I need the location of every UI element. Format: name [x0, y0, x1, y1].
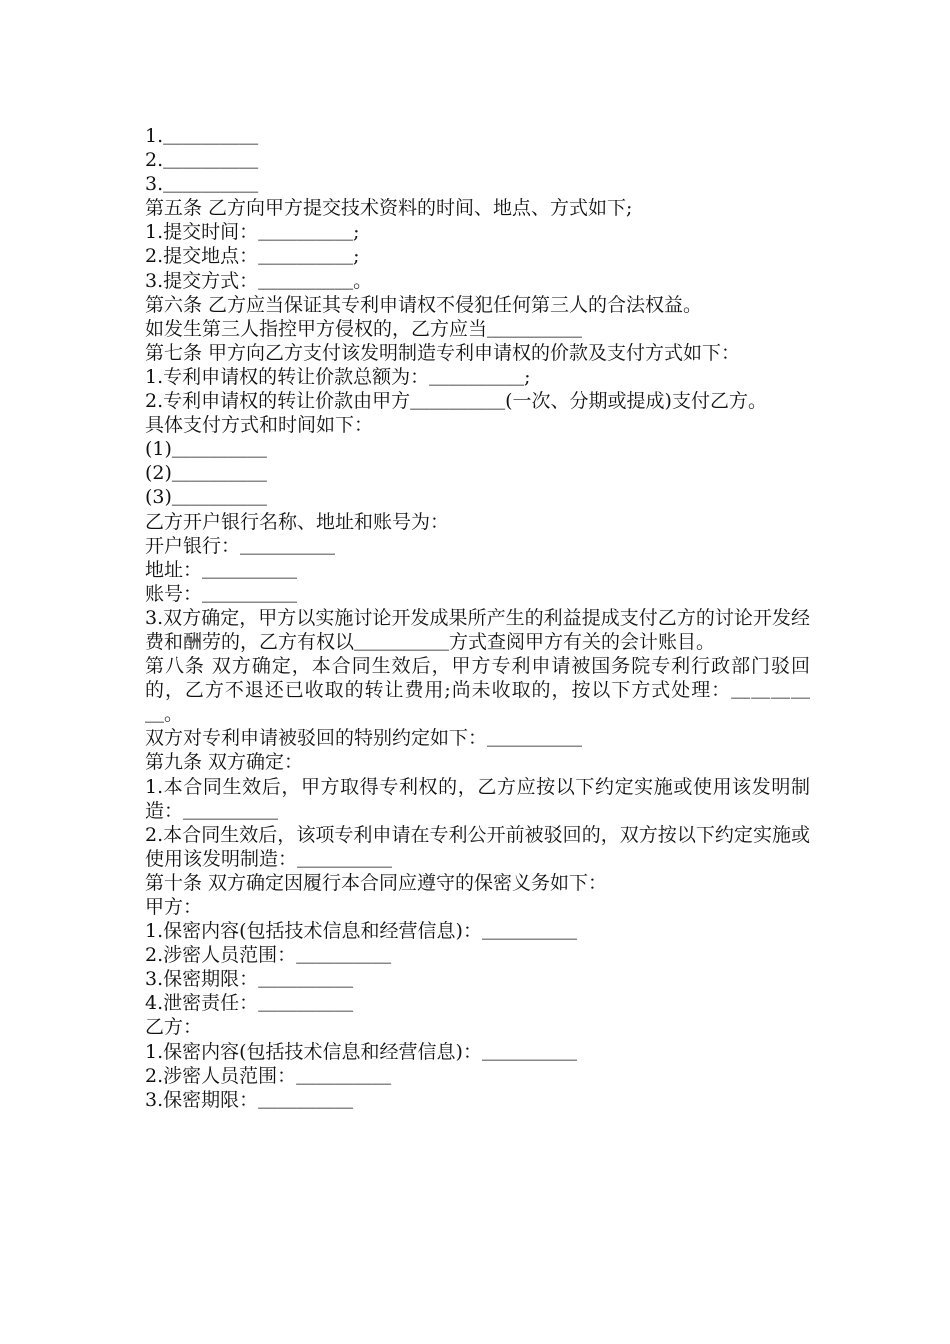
bank-account: 账号：＿＿＿＿＿ [145, 582, 298, 605]
payment-details-heading: 具体支付方式和时间如下： [145, 414, 374, 437]
payment-item-1: (1)＿＿＿＿＿ [145, 438, 267, 461]
article-6-heading: 第六条 乙方应当保证其专利申请权不侵犯任何第三人的合法权益。 [145, 293, 703, 316]
article-8-heading: 第八条 双方确定，本合同生效后，甲方专利申请被国务院专利行政部门驳回的，乙方不退还已收取的转让费用;尚未收取的，按以下方式处理：＿＿＿＿＿。 [145, 655, 810, 726]
article-10-heading: 第十条 双方确定因履行本合同应遵守的保密义务如下： [145, 871, 608, 894]
party-b-confidential-content: 1.保密内容(包括技术信息和经营信息)：＿＿＿＿＿ [145, 1040, 577, 1063]
document-page [145, 124, 810, 1112]
bank-info-heading: 乙方开户银行名称、地址和账号为： [145, 510, 450, 533]
article-5-heading: 第五条 乙方向甲方提交技术资料的时间、地点、方式如下; [145, 197, 633, 220]
payment-item-2: (2)＿＿＿＿＿ [145, 462, 267, 485]
party-b-confidential-period: 3.保密期限：＿＿＿＿＿ [145, 1088, 354, 1111]
patent-rejected-clause: 2.本合同生效后，该项专利申请在专利公开前被驳回的，双方按以下约定实施或使用该发明制造：＿＿＿＿＿ [145, 823, 810, 870]
submission-place: 2.提交地点：＿＿＿＿＿; [145, 245, 360, 268]
article-9-heading: 第九条 双方确定： [145, 751, 304, 774]
payment-item-3: (3)＿＿＿＿＿ [145, 486, 267, 509]
party-b-personnel-scope: 2.涉密人员范围：＿＿＿＿＿ [145, 1064, 392, 1087]
bank-address: 地址：＿＿＿＿＿ [145, 558, 298, 581]
party-a-label: 甲方： [145, 896, 203, 918]
bank-name: 开户银行：＿＿＿＿＿ [145, 534, 336, 557]
party-a-confidential-period: 3.保密期限：＿＿＿＿＿ [145, 968, 354, 991]
patent-granted-clause: 1.本合同生效后，甲方取得专利权的，乙方应按以下约定实施或使用该发明制造：＿＿＿＿＿ [145, 775, 810, 822]
blank-item-3: 3.＿＿＿＿＿ [145, 173, 259, 196]
royalty-clause: 3.双方确定，甲方以实施讨论开发成果所产生的利益提成支付乙方的讨论开发经费和酬劳的，乙方有权以＿＿＿＿＿方式查阅甲方有关的会计账目。 [145, 606, 810, 653]
article-7-heading: 第七条 甲方向乙方支付该发明制造专利申请权的价款及支付方式如下： [145, 341, 741, 364]
blank-item-1: 1.＿＿＿＿＿ [145, 125, 259, 147]
party-b-label: 乙方： [145, 1016, 203, 1039]
blank-item-2: 2.＿＿＿＿＿ [145, 149, 259, 172]
rejection-special-terms: 双方对专利申请被驳回的特别约定如下：＿＿＿＿＿ [145, 727, 583, 750]
party-a-leak-liability: 4.泄密责任：＿＿＿＿＿ [145, 992, 354, 1015]
infringement-clause: 如发生第三人指控甲方侵权的，乙方应当＿＿＿＿＿ [145, 317, 583, 340]
total-price: 1.专利申请权的转让价款总额为：＿＿＿＿＿; [145, 365, 531, 388]
payment-mode: 2.专利申请权的转让价款由甲方＿＿＿＿＿(一次、分期或提成)支付乙方。 [145, 390, 767, 413]
party-a-confidential-content: 1.保密内容(包括技术信息和经营信息)：＿＿＿＿＿ [145, 920, 577, 943]
submission-time: 1.提交时间：＿＿＿＿＿; [145, 221, 360, 244]
party-a-personnel-scope: 2.涉密人员范围：＿＿＿＿＿ [145, 944, 392, 967]
submission-method: 3.提交方式：＿＿＿＿＿。 [145, 269, 373, 292]
